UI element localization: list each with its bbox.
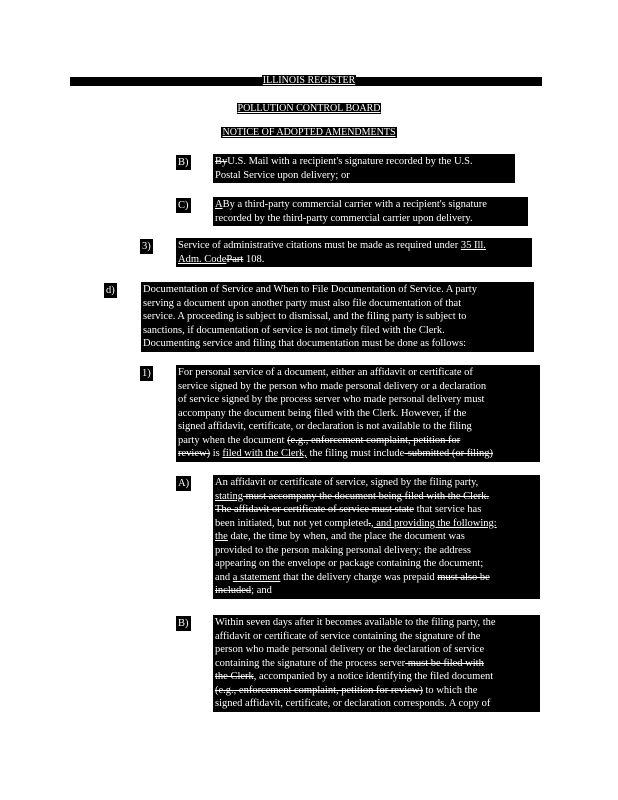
item-label-b-top: B): [178, 157, 189, 168]
item-3-text: Service of administrative citations must be made as required under 35 Ill. Adm. CodePart 108.: [176, 238, 532, 267]
register-title: ILLINOIS REGISTER: [262, 75, 356, 86]
item-label-3: 3): [142, 241, 151, 252]
notice-title: NOTICE OF ADOPTED AMENDMENTS: [222, 127, 396, 138]
section-d-text: Documentation of Service and When to File Documentation of Service. A party serving a document upon another party must also file documentation of that service. A proceeding is subject to dismissal, and the filing party is subject to sanctions, if documentation of service is not timely filed with the Clerk. Documenting service and filing that documentation must be done as follows:: [141, 282, 534, 352]
item-label-b-sub: B): [178, 618, 189, 629]
item-label-a-sub: A): [178, 478, 190, 489]
item-label-1: 1): [142, 368, 151, 379]
section-label-d: d): [106, 285, 115, 296]
item-1-text: For personal service of a document, either an affidavit or certificate of service signed by the person who made personal delivery or a declaration of service signed by the process server who made personal delivery must accompany the document being filed with the Clerk. However, if the signed affidavit, certificate, or declaration is not available to the filing party when the document (e.g., enforcement complaint, petition for review) is filed with the Clerk, the filing must include-submitted (or filing): [176, 365, 540, 462]
item-c-top-text: ABy a third-party commercial carrier with a recipient's signature recorded by the third-party commercial carrier upon delivery.: [213, 197, 528, 226]
item-b-top-text: ByU.S. Mail with a recipient's signature recorded by the U.S. Postal Service upon delivery; or: [213, 154, 515, 183]
item-b-sub-text: Within seven days after it becomes available to the filing party, the affidavit or certificate of service containing the signature of the person who made personal delivery or the declaration of service containing the signature of the process server must be filed with the Clerk, accompanied by a notice identifying the filed document (e.g., enforcement complaint, petition for review) to which the signed affidavit, certificate, or declaration corresponds. A copy of: [213, 615, 540, 712]
item-label-c-top: C): [178, 200, 189, 211]
agency-title: POLLUTION CONTROL BOARD: [237, 103, 381, 114]
item-a-sub-text: An affidavit or certificate of service, signed by the filing party, stating must accompany the document being filed with the Clerk. The affidavit or certificate of service must state that service has been initiated, but not yet completed., and providing the following: the date, the time by when, and the place the document was provided to the person making personal delivery; the address appearing on the envelope or package containing the document; and a statement that the delivery charge was prepaid must also be included; and: [213, 475, 540, 599]
